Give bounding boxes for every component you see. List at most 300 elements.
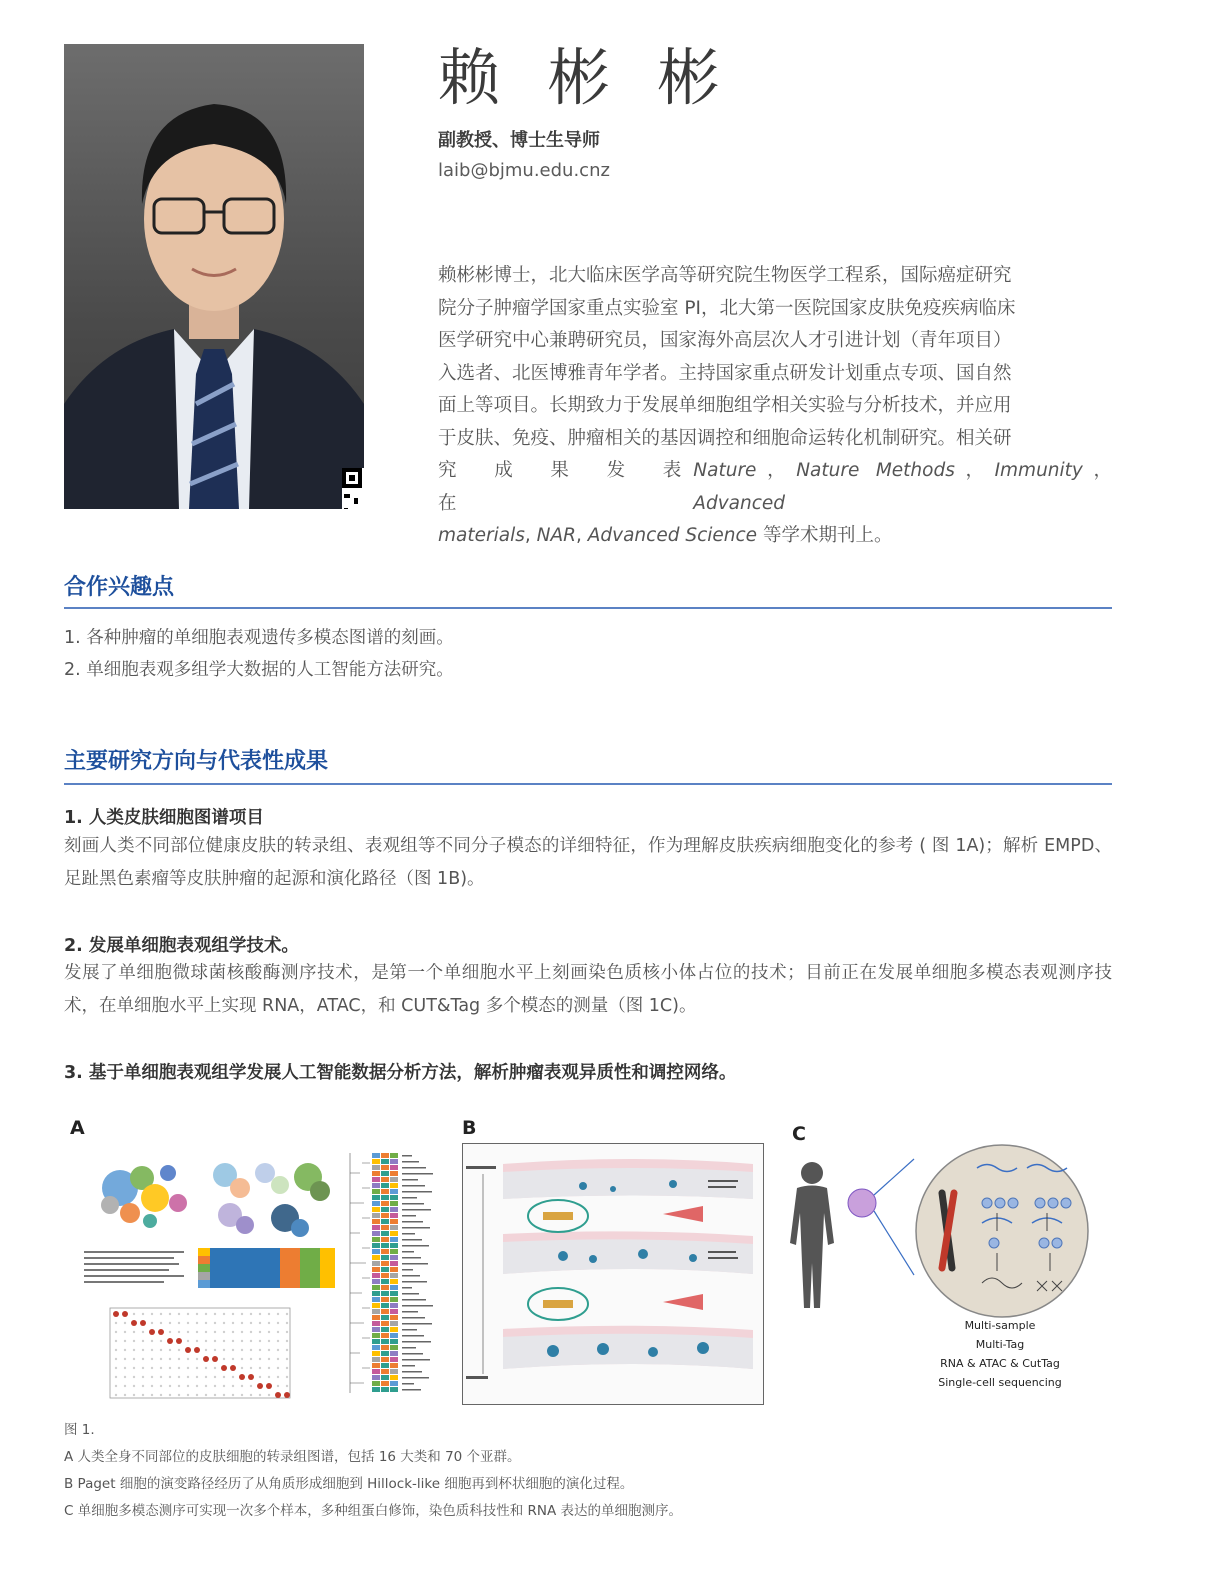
annotation-track-cell bbox=[390, 1207, 398, 1212]
heatmap-dot bbox=[196, 1394, 198, 1396]
heatmap-dot bbox=[268, 1358, 270, 1360]
heatmap-dot bbox=[142, 1349, 144, 1351]
annotation-track-cell bbox=[372, 1375, 380, 1380]
annotation-track-cell bbox=[381, 1207, 389, 1212]
annotation-track-cell bbox=[390, 1345, 398, 1350]
heatmap-dot bbox=[214, 1340, 216, 1342]
heatmap-dot bbox=[223, 1340, 225, 1342]
annotation-track-cell bbox=[381, 1231, 389, 1236]
annotation-track-cell bbox=[381, 1183, 389, 1188]
heatmap-dot bbox=[160, 1394, 162, 1396]
heatmap-dot bbox=[268, 1349, 270, 1351]
heatmap-dot bbox=[259, 1367, 261, 1369]
annotation-track-cell bbox=[372, 1243, 380, 1248]
heatmap-dot bbox=[241, 1349, 243, 1351]
heatmap-dot bbox=[133, 1340, 135, 1342]
figure-caption: C 单细胞多模态测序可实现一次多个样本，多种组蛋白修饰，染色质科技性和 RNA 表达的单细胞测序。 bbox=[64, 1503, 683, 1519]
annotation-track-cell bbox=[381, 1309, 389, 1314]
figure-panel-a bbox=[80, 1143, 440, 1405]
annotation-track-cell bbox=[390, 1375, 398, 1380]
heatmap-dot bbox=[250, 1367, 252, 1369]
annotation-track-cell bbox=[390, 1267, 398, 1272]
annotation-track-cell bbox=[372, 1381, 380, 1386]
heatmap-dot bbox=[124, 1349, 126, 1351]
heatmap-dot bbox=[178, 1322, 180, 1324]
heatmap-dot bbox=[205, 1313, 207, 1315]
annotation-track-cell bbox=[372, 1315, 380, 1320]
heatmap-dot bbox=[266, 1383, 272, 1389]
annotation-track-cell bbox=[381, 1171, 389, 1176]
annotation-label-line bbox=[402, 1341, 431, 1343]
annotation-label-line bbox=[402, 1245, 429, 1247]
heatmap-dot bbox=[286, 1313, 288, 1315]
journal-name: Nature bbox=[693, 460, 757, 481]
heatmap-dot bbox=[169, 1376, 171, 1378]
annotation-track-cell bbox=[390, 1339, 398, 1344]
annotation-track-cell bbox=[372, 1219, 380, 1224]
heatmap-dot bbox=[115, 1340, 117, 1342]
annotation-track-cell bbox=[381, 1243, 389, 1248]
heatmap-dot bbox=[259, 1322, 261, 1324]
figure-caption-title: 图 1. bbox=[64, 1422, 95, 1438]
annotation-label-line bbox=[402, 1197, 417, 1199]
bio-line: 医学研究中心兼聘研究员，国家海外高层次人才引进计划（青年项目） bbox=[438, 330, 1012, 351]
bio-line: 入选者、北医博雅青年学者。主持国家重点研发计划重点专项、国自然 bbox=[438, 362, 1012, 384]
heatmap-dot bbox=[115, 1385, 117, 1387]
annotation-label-line bbox=[402, 1257, 421, 1259]
annotation-label-line bbox=[402, 1161, 419, 1163]
heatmap-dot bbox=[241, 1322, 243, 1324]
heatmap-dot bbox=[160, 1313, 162, 1315]
heatmap-dot bbox=[187, 1385, 189, 1387]
heatmap-dot bbox=[277, 1340, 279, 1342]
panel-c-text: Multi-sample bbox=[964, 1319, 1036, 1332]
annotation-label-line bbox=[402, 1167, 426, 1169]
qr-code[interactable] bbox=[342, 468, 364, 509]
journal-name: Advanced Science bbox=[587, 525, 758, 546]
heatmap-dot bbox=[115, 1394, 117, 1396]
heatmap-dot bbox=[142, 1376, 144, 1378]
annotation-track-cell bbox=[381, 1345, 389, 1350]
bio-line: 面上等项目。长期致力于发展单细胞组学相关实验与分析技术，并应用 bbox=[438, 395, 1012, 416]
heatmap-dot bbox=[169, 1313, 171, 1315]
heatmap-dot bbox=[232, 1358, 234, 1360]
heatmap-dot bbox=[223, 1394, 225, 1396]
heatmap-dot bbox=[214, 1322, 216, 1324]
separator: , bbox=[524, 525, 537, 546]
annotation-track-cell bbox=[390, 1171, 398, 1176]
annotation-track-cell bbox=[372, 1165, 380, 1170]
heatmap-dot bbox=[277, 1331, 279, 1333]
heatmap-dot bbox=[196, 1331, 198, 1333]
heatmap-dot bbox=[187, 1358, 189, 1360]
annotation-track-cell bbox=[381, 1381, 389, 1386]
annotation-track-cell bbox=[372, 1225, 380, 1230]
annotation-track-cell bbox=[381, 1261, 389, 1266]
annotation-label-line bbox=[402, 1383, 414, 1385]
heatmap-dot bbox=[115, 1322, 117, 1324]
heatmap-dot bbox=[160, 1385, 162, 1387]
journal-name: Immunity bbox=[994, 460, 1083, 481]
heatmap-dot bbox=[214, 1385, 216, 1387]
heatmap-dot bbox=[205, 1340, 207, 1342]
annotation-track-cell bbox=[372, 1339, 380, 1344]
annotation-track-cell bbox=[372, 1213, 380, 1218]
bio-line: 院分子肿瘤学国家重点实验室 PI，北大第一医院国家皮肤免疫疾病临床 bbox=[438, 297, 1016, 319]
heatmap-dot bbox=[223, 1313, 225, 1315]
heatmap-dot bbox=[169, 1322, 171, 1324]
annotation-track-cell bbox=[390, 1327, 398, 1332]
bio-line-7-prefix: 究 成 果 发 表 在 bbox=[438, 460, 694, 514]
journal-name: NAR bbox=[536, 525, 576, 546]
annotation-track-cell bbox=[372, 1159, 380, 1164]
annotation-track-cell bbox=[372, 1273, 380, 1278]
annotation-track-cell bbox=[372, 1291, 380, 1296]
research-item-title: 1. 人类皮肤细胞图谱项目 bbox=[64, 808, 264, 828]
annotation-track-cell bbox=[390, 1285, 398, 1290]
heatmap-dot bbox=[133, 1376, 135, 1378]
annotation-track-cell bbox=[381, 1225, 389, 1230]
heatmap-dot bbox=[124, 1385, 126, 1387]
heatmap-dot bbox=[187, 1331, 189, 1333]
section-divider bbox=[64, 783, 1112, 785]
annotation-track-cell bbox=[372, 1357, 380, 1362]
email-link[interactable]: laib@bjmu.edu.cnz bbox=[438, 160, 610, 181]
heatmap-dot bbox=[214, 1313, 216, 1315]
heatmap-dot bbox=[250, 1358, 252, 1360]
heatmap-dot bbox=[259, 1331, 261, 1333]
heatmap-dot bbox=[205, 1376, 207, 1378]
annotation-label-line bbox=[402, 1329, 417, 1331]
annotation-label-line bbox=[402, 1251, 414, 1253]
portrait-photo bbox=[64, 44, 364, 509]
heatmap-dot bbox=[241, 1394, 243, 1396]
annotation-label-line bbox=[402, 1371, 422, 1373]
research-item-title: 3. 基于单细胞表观组学发展人工智能数据分析方法，解析肿瘤表观异质性和调控网络。 bbox=[64, 1063, 737, 1083]
heatmap-dot bbox=[133, 1367, 135, 1369]
annotation-track-cell bbox=[381, 1273, 389, 1278]
annotation-track-cell bbox=[390, 1363, 398, 1368]
annotation-label-line bbox=[402, 1239, 422, 1241]
section-heading-research: 主要研究方向与代表性成果 bbox=[64, 749, 329, 774]
heatmap-dot bbox=[241, 1340, 243, 1342]
annotation-track-cell bbox=[390, 1231, 398, 1236]
annotation-track-cell bbox=[381, 1153, 389, 1158]
panel-c-text: Single-cell sequencing bbox=[938, 1376, 1062, 1389]
heatmap-dot bbox=[124, 1358, 126, 1360]
heatmap-dot bbox=[160, 1340, 162, 1342]
figure-panel-b bbox=[462, 1143, 764, 1405]
heatmap-dot bbox=[115, 1358, 117, 1360]
heatmap-dot bbox=[115, 1367, 117, 1369]
heatmap-dot bbox=[167, 1338, 173, 1344]
heatmap-dot bbox=[259, 1376, 261, 1378]
heatmap-dot bbox=[115, 1331, 117, 1333]
heatmap-dot bbox=[232, 1322, 234, 1324]
heatmap-dot bbox=[250, 1385, 252, 1387]
heatmap-dot bbox=[223, 1358, 225, 1360]
heatmap-dot bbox=[124, 1394, 126, 1396]
heatmap-dot bbox=[250, 1394, 252, 1396]
annotation-label-line bbox=[402, 1359, 430, 1361]
heatmap-dot bbox=[131, 1320, 137, 1326]
annotation-track-cell bbox=[381, 1375, 389, 1380]
annotation-label-line bbox=[402, 1227, 430, 1229]
figure-caption: B Paget 细胞的演变路径经历了从角质形成细胞到 Hillock-like 细胞再到杯状细胞的演化过程。 bbox=[64, 1476, 634, 1492]
heatmap-dot bbox=[223, 1322, 225, 1324]
annotation-track-cell bbox=[381, 1189, 389, 1194]
heatmap-dot bbox=[151, 1385, 153, 1387]
heatmap-dot bbox=[196, 1313, 198, 1315]
heatmap-dot bbox=[223, 1385, 225, 1387]
academic-title: 副教授、博士生导师 bbox=[438, 130, 600, 151]
heatmap-dot bbox=[194, 1347, 200, 1353]
heatmap-dot bbox=[214, 1367, 216, 1369]
annotation-label-line bbox=[402, 1233, 415, 1235]
heatmap-dot bbox=[223, 1331, 225, 1333]
heatmap-dot bbox=[268, 1322, 270, 1324]
journal-name: Nature Methods bbox=[796, 460, 955, 481]
heatmap-dot bbox=[169, 1331, 171, 1333]
heatmap-dot bbox=[142, 1385, 144, 1387]
heatmap-dot bbox=[250, 1313, 252, 1315]
annotation-track-cell bbox=[390, 1387, 398, 1392]
annotation-track-cell bbox=[381, 1219, 389, 1224]
heatmap-dot bbox=[232, 1376, 234, 1378]
separator: ， bbox=[1082, 460, 1112, 481]
heatmap-dot bbox=[241, 1313, 243, 1315]
heatmap-dot bbox=[133, 1349, 135, 1351]
annotation-label-line bbox=[402, 1389, 421, 1391]
annotation-track-cell bbox=[390, 1177, 398, 1182]
heatmap-dot bbox=[205, 1331, 207, 1333]
heatmap-dot bbox=[196, 1340, 198, 1342]
annotation-label-line bbox=[402, 1353, 423, 1355]
bio-line: 于皮肤、免疫、肿瘤相关的基因调控和细胞命运转化机制研究。相关研 bbox=[438, 427, 1012, 449]
heatmap-dot bbox=[142, 1394, 144, 1396]
annotation-track-cell bbox=[390, 1243, 398, 1248]
research-item-body: 发展了单细胞微球菌核酸酶测序技术，是第一个单细胞水平上刻画染色质核小体占位的技术；目前正在发展单细胞多模态表观测序技术，在单细胞水平上实现 RNA，ATAC，和 CUT&Tag 多个模态的测量（图 1C)。 bbox=[64, 963, 1112, 1016]
heatmap-dot bbox=[268, 1376, 270, 1378]
annotation-label-line bbox=[402, 1173, 433, 1175]
heatmap-dot bbox=[142, 1331, 144, 1333]
heatmap-dot bbox=[286, 1358, 288, 1360]
annotation-track-cell bbox=[372, 1327, 380, 1332]
annotation-label-line bbox=[402, 1293, 419, 1295]
annotation-track-cell bbox=[381, 1165, 389, 1170]
heatmap-dot bbox=[151, 1349, 153, 1351]
heatmap-dot bbox=[232, 1331, 234, 1333]
annotation-track-cell bbox=[390, 1321, 398, 1326]
annotation-track-cell bbox=[381, 1249, 389, 1254]
heatmap-dot bbox=[250, 1322, 252, 1324]
heatmap-dot bbox=[277, 1385, 279, 1387]
bio-line: 赖彬彬博士，北大临床医学高等研究院生物医学工程系，国际癌症研究 bbox=[438, 265, 1012, 286]
annotation-track-cell bbox=[372, 1333, 380, 1338]
heatmap-dot bbox=[286, 1367, 288, 1369]
annotation-track-cell bbox=[372, 1189, 380, 1194]
heatmap-dot bbox=[124, 1376, 126, 1378]
heatmap-dot bbox=[151, 1313, 153, 1315]
annotation-track-cell bbox=[372, 1171, 380, 1176]
annotation-track-cell bbox=[381, 1237, 389, 1242]
annotation-track-cell bbox=[372, 1201, 380, 1206]
annotation-track-cell bbox=[372, 1309, 380, 1314]
heatmap-dot bbox=[239, 1374, 245, 1380]
heatmap-dot bbox=[169, 1394, 171, 1396]
annotation-track-cell bbox=[390, 1189, 398, 1194]
annotation-track-cell bbox=[390, 1255, 398, 1260]
heatmap-dot bbox=[277, 1313, 279, 1315]
heatmap-dot bbox=[187, 1394, 189, 1396]
annotation-label-line bbox=[402, 1317, 425, 1319]
heatmap-dot bbox=[241, 1385, 243, 1387]
figure-caption: A 人类全身不同部位的皮肤细胞的转录组图谱，包括 16 大类和 70 个亚群。 bbox=[64, 1449, 521, 1465]
annotation-track-cell bbox=[390, 1333, 398, 1338]
annotation-label-line bbox=[402, 1185, 425, 1187]
heatmap-dot bbox=[205, 1367, 207, 1369]
heatmap-dot bbox=[133, 1385, 135, 1387]
heatmap-dot bbox=[286, 1322, 288, 1324]
annotation-track-cell bbox=[372, 1363, 380, 1368]
annotation-label-line bbox=[402, 1305, 433, 1307]
heatmap-dot bbox=[196, 1367, 198, 1369]
annotation-track-cell bbox=[372, 1345, 380, 1350]
heatmap-dot bbox=[214, 1376, 216, 1378]
heatmap-dot bbox=[115, 1349, 117, 1351]
annotation-track-cell bbox=[381, 1195, 389, 1200]
heatmap-dot bbox=[284, 1392, 290, 1398]
annotation-track-cell bbox=[390, 1225, 398, 1230]
heatmap-dot bbox=[286, 1340, 288, 1342]
figure-panel-label: C bbox=[792, 1123, 806, 1145]
heatmap-dot bbox=[160, 1322, 162, 1324]
heatmap-dot bbox=[259, 1340, 261, 1342]
heatmap-dot bbox=[140, 1320, 146, 1326]
annotation-track-cell bbox=[390, 1261, 398, 1266]
separator: ， bbox=[954, 460, 995, 481]
heatmap-dot bbox=[113, 1311, 119, 1317]
heatmap-dot bbox=[169, 1349, 171, 1351]
research-item-body: 刻画人类不同部位健康皮肤的转录组、表观组等不同分子模态的详细特征，作为理解皮肤疾病细胞变化的参考 ( 图 1A)；解析 EMPD、足趾黑色素瘤等皮肤肿瘤的起源和演化路径（图 1B)。 bbox=[64, 836, 1112, 889]
annotation-track-cell bbox=[381, 1201, 389, 1206]
heatmap-dot bbox=[205, 1385, 207, 1387]
panel-c-text: RNA & ATAC & CutTag bbox=[940, 1357, 1060, 1370]
annotation-track-cell bbox=[381, 1369, 389, 1374]
heatmap-dot bbox=[178, 1358, 180, 1360]
annotation-label-line bbox=[402, 1155, 412, 1157]
heatmap-dot bbox=[178, 1313, 180, 1315]
heatmap-dot bbox=[286, 1331, 288, 1333]
heatmap-dot bbox=[277, 1358, 279, 1360]
heatmap-dot bbox=[187, 1313, 189, 1315]
annotation-label-line bbox=[402, 1191, 432, 1193]
heatmap-dot bbox=[232, 1340, 234, 1342]
heatmap-dot bbox=[142, 1313, 144, 1315]
heatmap-dot bbox=[205, 1322, 207, 1324]
annotation-label-line bbox=[402, 1365, 415, 1367]
annotation-track-cell bbox=[372, 1303, 380, 1308]
heatmap-dot bbox=[205, 1394, 207, 1396]
annotation-track-cell bbox=[381, 1315, 389, 1320]
annotation-track-cell bbox=[381, 1159, 389, 1164]
heatmap-dot bbox=[232, 1349, 234, 1351]
annotation-track-cell bbox=[390, 1273, 398, 1278]
heatmap-dot bbox=[196, 1358, 198, 1360]
heatmap-dot bbox=[286, 1376, 288, 1378]
heatmap-dot bbox=[221, 1365, 227, 1371]
annotation-track-cell bbox=[372, 1231, 380, 1236]
heatmap-dot bbox=[259, 1349, 261, 1351]
annotation-label-line bbox=[402, 1299, 426, 1301]
annotation-track-cell bbox=[390, 1153, 398, 1158]
annotation-track-cell bbox=[372, 1279, 380, 1284]
heatmap-dot bbox=[230, 1365, 236, 1371]
annotation-track-cell bbox=[381, 1357, 389, 1362]
heatmap-dot bbox=[196, 1385, 198, 1387]
interest-item: 2. 单细胞表观多组学大数据的人工智能方法研究。 bbox=[64, 660, 454, 680]
heatmap-dot bbox=[259, 1394, 261, 1396]
annotation-track-cell bbox=[372, 1387, 380, 1392]
annotation-label-line bbox=[402, 1215, 416, 1217]
heatmap-dot bbox=[178, 1394, 180, 1396]
annotation-label-line bbox=[402, 1335, 424, 1337]
heatmap-dot bbox=[257, 1383, 263, 1389]
annotation-label-line bbox=[402, 1203, 424, 1205]
heatmap-dot bbox=[149, 1329, 155, 1335]
heatmap-dot bbox=[124, 1367, 126, 1369]
annotation-track-cell bbox=[381, 1285, 389, 1290]
heatmap-dot bbox=[259, 1358, 261, 1360]
annotation-track-cell bbox=[390, 1183, 398, 1188]
annotation-track-cell bbox=[372, 1207, 380, 1212]
annotation-track-cell bbox=[381, 1177, 389, 1182]
heatmap-dot bbox=[142, 1358, 144, 1360]
annotation-track-cell bbox=[390, 1213, 398, 1218]
annotation-track-cell bbox=[381, 1351, 389, 1356]
heatmap-dot bbox=[142, 1340, 144, 1342]
annotation-label-line bbox=[402, 1281, 427, 1283]
annotation-label-line bbox=[402, 1269, 413, 1271]
annotation-track-cell bbox=[381, 1303, 389, 1308]
annotation-track-cell bbox=[381, 1327, 389, 1332]
section-divider bbox=[64, 607, 1112, 609]
heatmap-dot bbox=[277, 1367, 279, 1369]
heatmap-dot bbox=[133, 1331, 135, 1333]
heatmap-dot bbox=[124, 1340, 126, 1342]
heatmap-dot bbox=[196, 1322, 198, 1324]
annotation-track-cell bbox=[390, 1159, 398, 1164]
bio-line bbox=[438, 520, 1112, 553]
annotation-label-line bbox=[402, 1287, 412, 1289]
heatmap-dot bbox=[275, 1392, 281, 1398]
heatmap-dot bbox=[250, 1340, 252, 1342]
heatmap-dot bbox=[223, 1349, 225, 1351]
heatmap-dot bbox=[176, 1338, 182, 1344]
heatmap-dot bbox=[124, 1322, 126, 1324]
heatmap-dot bbox=[259, 1313, 261, 1315]
heatmap-dot bbox=[151, 1367, 153, 1369]
heatmap-dot bbox=[187, 1376, 189, 1378]
heatmap-dot bbox=[286, 1385, 288, 1387]
annotation-label-line bbox=[402, 1275, 420, 1277]
heatmap-dot bbox=[268, 1331, 270, 1333]
heatmap-dot bbox=[277, 1322, 279, 1324]
annotation-label-line bbox=[402, 1263, 428, 1265]
panel-c-text: Multi-Tag bbox=[975, 1338, 1025, 1351]
annotation-track-cell bbox=[390, 1201, 398, 1206]
annotation-track-cell bbox=[381, 1321, 389, 1326]
